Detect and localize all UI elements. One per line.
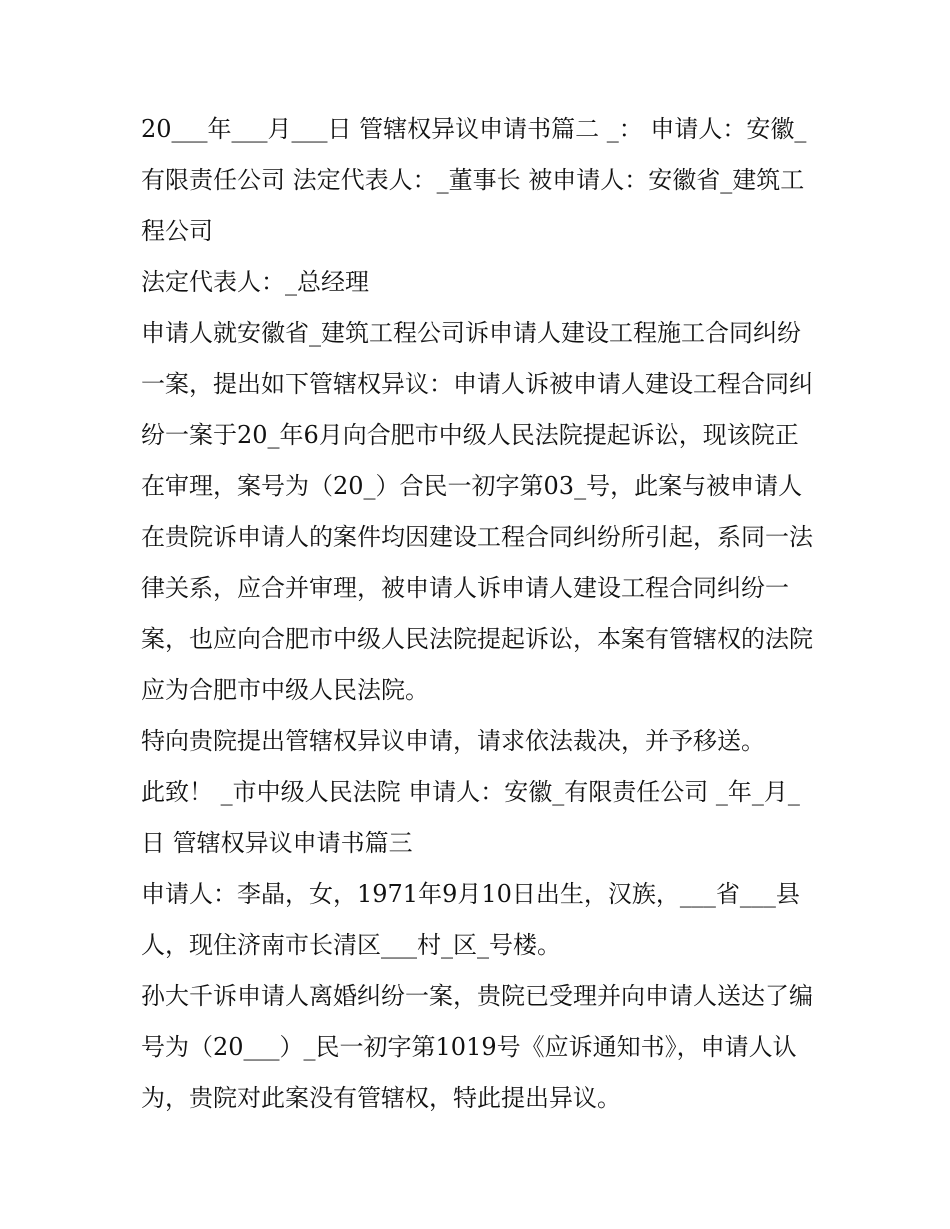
paragraph-5: 此致！ _市中级人民法院 申请人：安徽_有限责任公司 _年_月_日 管辖权异议申请书篇三 — [141, 778, 800, 857]
paragraph-1: 20___年___月___日 管辖权异议申请书篇二 _： 申请人：安徽_有限责任公司 法定代表人：_董事长 被申请人：安徽省_建筑工程公司 — [141, 115, 807, 245]
paragraph-4: 特向贵院提出管辖权异议申请，请求依法裁决，并予移送。 — [141, 727, 765, 755]
paragraph-6: 申请人：李晶，女，1971年9月10日出生，汉族，___省___县人，现住济南市长清区___村_区_号楼。 — [141, 880, 800, 959]
paragraph-7: 孙大千诉申请人离婚纠纷一案，贵院已受理并向申请人送达了编号为（20___）_民一初字第1019号《应诉通知书》，申请人认为，贵院对此案没有管辖权，特此提出异议。 — [141, 982, 813, 1112]
document-body — [141, 104, 813, 1124]
paragraph-2: 法定代表人：_总经理 — [141, 268, 369, 296]
paragraph-3: 申请人就安徽省_建筑工程公司诉申请人建设工程施工合同纠纷一案，提出如下管辖权异议：申请人诉被申请人建设工程合同纠纷一案于20_年6月向合肥市中级人民法院提起诉讼，现该院正在审理，案号为（20_）合民一初字第03_号，此案与被申请人在贵院诉申请人的案件均因建设工程合同纠纷所引起，系同一法律关系，应合并审理，被申请人诉申请人建设工程合同纠纷一案，也应向合肥市中级人民法院提起诉讼，本案有管辖权的法院应为合肥市中级人民法院。 — [141, 319, 813, 704]
